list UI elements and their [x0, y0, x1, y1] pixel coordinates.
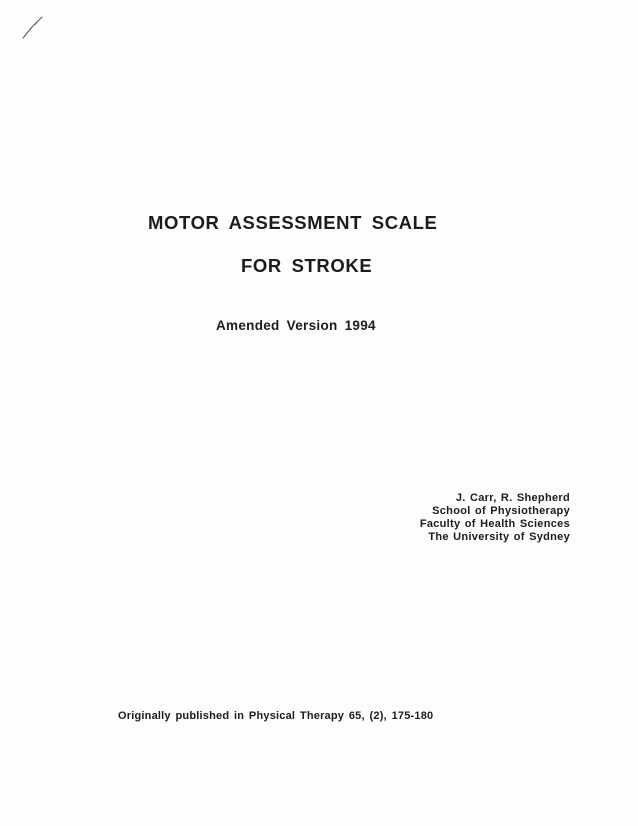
- author-faculty: Faculty of Health Sciences: [419, 518, 570, 530]
- document-subtitle: FOR STROKE: [241, 255, 373, 276]
- pen-stroke-mark: [20, 14, 46, 40]
- author-affiliation-block: [420, 492, 570, 544]
- document-title: MOTOR ASSESSMENT SCALE: [148, 212, 438, 233]
- author-university: The University of Sydney: [428, 531, 570, 543]
- author-school: School of Physiotherapy: [432, 505, 570, 517]
- author-names: J. Carr, R. Shepherd: [455, 492, 570, 504]
- publication-note: Originally published in Physical Therapy 65, (2), 175-180: [118, 710, 434, 722]
- version-label: Amended Version 1994: [216, 318, 376, 333]
